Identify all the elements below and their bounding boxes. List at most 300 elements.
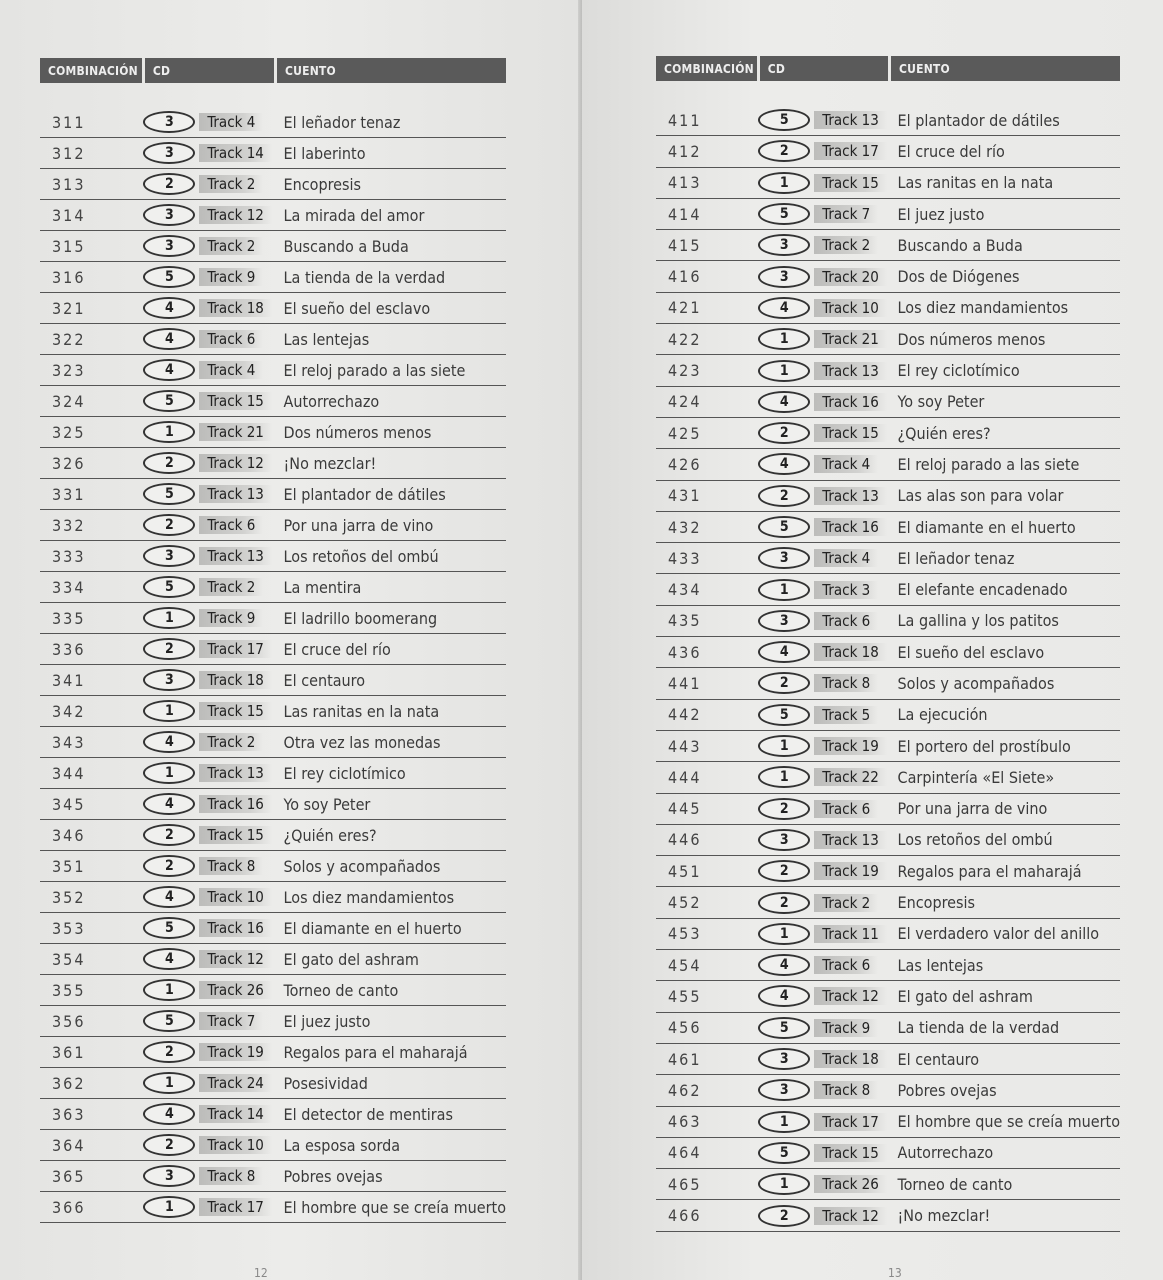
story-title-cell: La tienda de la verdad xyxy=(890,1012,1120,1043)
cd-track-group xyxy=(758,140,889,162)
cd-number-badge: 4 xyxy=(143,793,195,815)
story-title-cell: El rey ciclotímico xyxy=(276,758,506,789)
table-row xyxy=(40,1068,506,1099)
cd-cell xyxy=(143,417,275,448)
story-title-cell: El plantador de dátiles xyxy=(890,105,1120,136)
cd-number-badge: 2 xyxy=(143,1134,195,1156)
cd-number-badge: 1 xyxy=(758,172,810,194)
story-title-cell: El hombre que se creía muerto xyxy=(890,1106,1120,1137)
cd-track-group xyxy=(758,829,889,851)
combination-cell: 326 xyxy=(40,448,143,479)
cd-track-group xyxy=(758,579,889,601)
track-label: Track 13 xyxy=(199,764,272,782)
track-label: Track 2 xyxy=(199,578,263,596)
table-row xyxy=(656,511,1120,542)
cd-number-badge: 5 xyxy=(758,704,810,726)
table-row xyxy=(656,449,1120,480)
story-title-cell: Autorrechazo xyxy=(276,386,506,417)
combination-cell: 335 xyxy=(40,603,143,634)
cd-number-badge: 2 xyxy=(143,173,195,195)
table-spacer xyxy=(40,83,506,107)
cd-number-badge: 3 xyxy=(143,235,195,257)
cd-cell xyxy=(143,324,275,355)
cd-number-badge: 4 xyxy=(143,948,195,970)
table-row xyxy=(656,1200,1120,1231)
cd-cell xyxy=(758,699,889,730)
table-row xyxy=(656,543,1120,574)
cd-number-badge: 3 xyxy=(758,829,810,851)
story-title-cell: La ejecución xyxy=(890,699,1120,730)
table-row xyxy=(656,198,1120,229)
track-label: Track 17 xyxy=(199,640,272,658)
combination-cell: 456 xyxy=(656,1012,758,1043)
cd-cell xyxy=(143,448,275,479)
cd-cell xyxy=(758,668,889,699)
table-row xyxy=(656,856,1120,887)
combination-cell: 321 xyxy=(40,293,143,324)
cd-cell xyxy=(758,730,889,761)
combination-cell: 461 xyxy=(656,1043,758,1074)
table-row xyxy=(656,1106,1120,1137)
combination-cell: 452 xyxy=(656,887,758,918)
table-row xyxy=(40,169,506,200)
combination-cell: 411 xyxy=(656,105,758,136)
cd-cell xyxy=(143,200,275,231)
combination-cell: 424 xyxy=(656,386,758,417)
combination-cell: 341 xyxy=(40,665,143,696)
track-label: Track 22 xyxy=(814,768,887,786)
combination-cell: 464 xyxy=(656,1137,758,1168)
table-header xyxy=(656,56,1120,81)
cd-cell xyxy=(758,198,889,229)
combination-cell: 416 xyxy=(656,261,758,292)
track-label: Track 13 xyxy=(199,485,272,503)
combination-cell: 413 xyxy=(656,167,758,198)
track-label: Track 13 xyxy=(199,547,272,565)
cd-number-badge: 3 xyxy=(143,142,195,164)
story-title-cell: Otra vez las monedas xyxy=(276,727,506,758)
table-row xyxy=(40,448,506,479)
cd-number-badge: 3 xyxy=(143,204,195,226)
cd-track-group xyxy=(758,234,889,256)
combination-cell: 426 xyxy=(656,449,758,480)
table-row xyxy=(40,1161,506,1192)
cd-cell xyxy=(758,167,889,198)
cd-cell xyxy=(143,107,275,138)
story-title-cell: El ladrillo boomerang xyxy=(276,603,506,634)
cd-cell xyxy=(758,355,889,386)
story-title-cell: El rey ciclotímico xyxy=(890,355,1120,386)
story-title-cell: ¡No mezclar! xyxy=(890,1200,1120,1231)
story-title-cell: El diamante en el huerto xyxy=(276,913,506,944)
cd-number-badge: 1 xyxy=(758,328,810,350)
track-label: Track 19 xyxy=(814,862,887,880)
cd-track-group xyxy=(143,483,275,505)
table-row xyxy=(40,913,506,944)
cd-number-badge: 2 xyxy=(143,452,195,474)
table-row xyxy=(40,634,506,665)
cd-cell xyxy=(758,887,889,918)
cd-number-badge: 4 xyxy=(143,886,195,908)
story-title-cell: Pobres ovejas xyxy=(276,1161,506,1192)
cd-number-badge: 2 xyxy=(143,1041,195,1063)
track-label: Track 13 xyxy=(814,362,887,380)
track-label: Track 12 xyxy=(199,454,272,472)
cd-cell xyxy=(143,603,275,634)
combination-cell: 345 xyxy=(40,789,143,820)
cd-number-badge: 1 xyxy=(143,1196,195,1218)
cd-cell xyxy=(758,230,889,261)
cd-cell xyxy=(143,169,275,200)
combination-cell: 322 xyxy=(40,324,143,355)
cd-track-group xyxy=(758,328,889,350)
cd-track-group xyxy=(758,485,889,507)
cd-cell xyxy=(143,1130,275,1161)
table-row xyxy=(656,574,1120,605)
cd-cell xyxy=(758,105,889,136)
story-title-cell: Buscando a Buda xyxy=(276,231,506,262)
cd-track-group xyxy=(143,1041,275,1063)
combination-cell: 346 xyxy=(40,820,143,851)
story-title-cell: El gato del ashram xyxy=(890,981,1120,1012)
combination-cell: 314 xyxy=(40,200,143,231)
cd-track-group xyxy=(143,824,275,846)
cd-track-group xyxy=(143,452,275,474)
table-row xyxy=(40,386,506,417)
cd-cell xyxy=(758,1200,889,1231)
cd-cell xyxy=(143,572,275,603)
table-row xyxy=(656,824,1120,855)
combination-cell: 432 xyxy=(656,511,758,542)
combination-cell: 355 xyxy=(40,975,143,1006)
combination-cell: 441 xyxy=(656,668,758,699)
story-title-cell: Las lentejas xyxy=(276,324,506,355)
combination-cell: 311 xyxy=(40,107,143,138)
story-title-cell: Posesividad xyxy=(276,1068,506,1099)
story-title-cell: Dos de Diógenes xyxy=(890,261,1120,292)
cd-number-badge: 5 xyxy=(758,516,810,538)
cd-track-group xyxy=(143,266,275,288)
cd-cell xyxy=(758,918,889,949)
cd-track-group xyxy=(758,735,889,757)
table-row xyxy=(656,605,1120,636)
story-title-cell: El juez justo xyxy=(276,1006,506,1037)
cd-number-badge: 5 xyxy=(758,109,810,131)
cd-number-badge: 5 xyxy=(143,576,195,598)
cd-number-badge: 2 xyxy=(758,422,810,444)
combination-table-left xyxy=(40,58,506,1223)
track-label: Track 6 xyxy=(199,516,263,534)
story-title-cell: Regalos para el maharajá xyxy=(276,1037,506,1068)
cd-number-badge: 3 xyxy=(143,545,195,567)
page-number-right: 13 xyxy=(888,1266,902,1280)
combination-cell: 343 xyxy=(40,727,143,758)
cd-cell xyxy=(143,944,275,975)
table-row xyxy=(656,292,1120,323)
cd-track-group xyxy=(143,638,275,660)
table-row xyxy=(40,1037,506,1068)
table-row xyxy=(40,541,506,572)
cd-track-group xyxy=(758,297,889,319)
cd-cell xyxy=(143,758,275,789)
table-row xyxy=(40,696,506,727)
table-row xyxy=(40,882,506,913)
combination-cell: 364 xyxy=(40,1130,143,1161)
cd-number-badge: 3 xyxy=(143,669,195,691)
cd-number-badge: 5 xyxy=(143,266,195,288)
story-title-cell: El centauro xyxy=(276,665,506,696)
cd-number-badge: 1 xyxy=(143,700,195,722)
track-label: Track 8 xyxy=(814,1081,878,1099)
track-label: Track 12 xyxy=(199,950,272,968)
combination-cell: 436 xyxy=(656,637,758,668)
cd-track-group xyxy=(758,1205,889,1227)
cd-track-group xyxy=(758,704,889,726)
story-title-cell: Buscando a Buda xyxy=(890,230,1120,261)
table-row xyxy=(656,1169,1120,1200)
combination-cell: 451 xyxy=(656,856,758,887)
combination-cell: 442 xyxy=(656,699,758,730)
cd-track-group xyxy=(758,1111,889,1133)
cd-cell xyxy=(758,1012,889,1043)
cd-number-badge: 5 xyxy=(143,483,195,505)
story-title-cell: La esposa sorda xyxy=(276,1130,506,1161)
combination-cell: 315 xyxy=(40,231,143,262)
cd-track-group xyxy=(143,1196,275,1218)
cd-track-group xyxy=(143,576,275,598)
cd-cell xyxy=(758,543,889,574)
combination-cell: 334 xyxy=(40,572,143,603)
combination-cell: 362 xyxy=(40,1068,143,1099)
track-label: Track 16 xyxy=(814,393,887,411)
cd-number-badge: 4 xyxy=(143,297,195,319)
track-label: Track 2 xyxy=(814,236,878,254)
right-page xyxy=(582,0,1163,1280)
track-label: Track 12 xyxy=(814,987,887,1005)
cd-number-badge: 2 xyxy=(758,140,810,162)
table-row xyxy=(656,637,1120,668)
cd-number-badge: 2 xyxy=(143,514,195,536)
combination-cell: 465 xyxy=(656,1169,758,1200)
table-row xyxy=(40,944,506,975)
cd-cell xyxy=(758,637,889,668)
story-title-cell: Los retoños del ombú xyxy=(890,824,1120,855)
track-label: Track 16 xyxy=(199,919,272,937)
story-title-cell: Las alas son para volar xyxy=(890,480,1120,511)
story-title-cell: El plantador de dátiles xyxy=(276,479,506,510)
cd-number-badge: 3 xyxy=(758,1048,810,1070)
cd-track-group xyxy=(143,669,275,691)
story-title-cell: El gato del ashram xyxy=(276,944,506,975)
track-label: Track 14 xyxy=(199,1105,272,1123)
cd-cell xyxy=(143,851,275,882)
cd-track-group xyxy=(143,1072,275,1094)
table-row xyxy=(40,200,506,231)
table-row xyxy=(40,510,506,541)
cd-number-badge: 2 xyxy=(758,892,810,914)
left-page xyxy=(0,0,580,1280)
cd-number-badge: 1 xyxy=(758,766,810,788)
cd-track-group xyxy=(143,204,275,226)
table-row xyxy=(656,793,1120,824)
spacer-cell xyxy=(40,83,506,107)
table-row xyxy=(656,355,1120,386)
track-label: Track 6 xyxy=(814,612,878,630)
track-label: Track 6 xyxy=(814,800,878,818)
track-label: Track 26 xyxy=(814,1175,887,1193)
cd-track-group xyxy=(143,545,275,567)
track-label: Track 16 xyxy=(814,518,887,536)
combination-cell: 333 xyxy=(40,541,143,572)
track-label: Track 15 xyxy=(814,424,887,442)
cd-number-badge: 1 xyxy=(758,579,810,601)
track-label: Track 4 xyxy=(814,549,878,567)
story-title-cell: Encopresis xyxy=(276,169,506,200)
table-row xyxy=(40,355,506,386)
combination-cell: 342 xyxy=(40,696,143,727)
cd-track-group xyxy=(758,109,889,131)
track-label: Track 9 xyxy=(814,1019,878,1037)
cd-cell xyxy=(758,856,889,887)
cd-track-group xyxy=(758,391,889,413)
cd-track-group xyxy=(758,1173,889,1195)
cd-cell xyxy=(758,261,889,292)
story-title-cell: ¿Quién eres? xyxy=(276,820,506,851)
story-title-cell: El leñador tenaz xyxy=(890,543,1120,574)
cd-number-badge: 2 xyxy=(143,855,195,877)
cd-track-group xyxy=(758,360,889,382)
table-row xyxy=(40,572,506,603)
cd-cell xyxy=(143,820,275,851)
cd-number-badge: 4 xyxy=(758,954,810,976)
cd-cell xyxy=(143,665,275,696)
cd-track-group xyxy=(758,641,889,663)
cd-cell xyxy=(758,292,889,323)
combination-cell: 344 xyxy=(40,758,143,789)
combination-cell: 412 xyxy=(656,136,758,167)
story-title-cell: El leñador tenaz xyxy=(276,107,506,138)
combination-cell: 312 xyxy=(40,138,143,169)
page-number-left: 12 xyxy=(254,1266,268,1280)
combination-cell: 422 xyxy=(656,324,758,355)
table-row xyxy=(656,1075,1120,1106)
cd-number-badge: 5 xyxy=(143,1010,195,1032)
table-row xyxy=(656,1137,1120,1168)
table-row xyxy=(656,668,1120,699)
track-label: Track 15 xyxy=(199,826,272,844)
cd-number-badge: 5 xyxy=(143,917,195,939)
combination-cell: 336 xyxy=(40,634,143,665)
story-title-cell: Encopresis xyxy=(890,887,1120,918)
cd-track-group xyxy=(143,917,275,939)
combination-cell: 453 xyxy=(656,918,758,949)
cd-track-group xyxy=(758,1079,889,1101)
table-row xyxy=(656,167,1120,198)
table-row xyxy=(40,789,506,820)
combination-cell: 435 xyxy=(656,605,758,636)
cd-track-group xyxy=(758,860,889,882)
track-label: Track 13 xyxy=(814,487,887,505)
cd-number-badge: 2 xyxy=(758,672,810,694)
cd-cell xyxy=(758,605,889,636)
cd-number-badge: 1 xyxy=(143,421,195,443)
table-row xyxy=(40,262,506,293)
track-label: Track 4 xyxy=(814,455,878,473)
table-spacer xyxy=(656,81,1120,105)
story-title-cell: El centauro xyxy=(890,1043,1120,1074)
table-row xyxy=(40,603,506,634)
cd-cell xyxy=(143,1192,275,1223)
track-label: Track 24 xyxy=(199,1074,272,1092)
table-row xyxy=(656,261,1120,292)
table-row xyxy=(656,136,1120,167)
table-row xyxy=(656,887,1120,918)
cd-number-badge: 4 xyxy=(143,1103,195,1125)
cd-number-badge: 4 xyxy=(758,391,810,413)
track-label: Track 11 xyxy=(814,925,887,943)
track-label: Track 4 xyxy=(199,361,263,379)
track-label: Track 17 xyxy=(814,142,887,160)
combination-cell: 363 xyxy=(40,1099,143,1130)
table-row xyxy=(40,293,506,324)
cd-cell xyxy=(143,138,275,169)
track-label: Track 18 xyxy=(199,671,272,689)
story-title-cell: ¿Quién eres? xyxy=(890,417,1120,448)
cd-number-badge: 2 xyxy=(143,824,195,846)
table-row xyxy=(40,1099,506,1130)
cd-number-badge: 5 xyxy=(758,203,810,225)
cd-cell xyxy=(143,231,275,262)
combination-cell: 366 xyxy=(40,1192,143,1223)
cd-number-badge: 1 xyxy=(758,923,810,945)
table-row xyxy=(40,231,506,262)
table-row xyxy=(40,107,506,138)
table-row xyxy=(656,417,1120,448)
track-label: Track 9 xyxy=(199,609,263,627)
story-title-cell: La mentira xyxy=(276,572,506,603)
track-label: Track 18 xyxy=(814,1050,887,1068)
combination-cell: 425 xyxy=(656,417,758,448)
cd-track-group xyxy=(143,607,275,629)
cd-cell xyxy=(758,950,889,981)
track-label: Track 17 xyxy=(199,1198,272,1216)
cd-number-badge: 3 xyxy=(758,234,810,256)
cd-track-group xyxy=(143,111,275,133)
header-cuento: CUENTO xyxy=(276,58,506,83)
cd-number-badge: 4 xyxy=(758,641,810,663)
track-label: Track 10 xyxy=(199,888,272,906)
combination-cell: 324 xyxy=(40,386,143,417)
cd-track-group xyxy=(758,610,889,632)
cd-track-group xyxy=(758,172,889,194)
combination-cell: 445 xyxy=(656,793,758,824)
cd-number-badge: 1 xyxy=(758,360,810,382)
cd-track-group xyxy=(143,700,275,722)
combination-cell: 353 xyxy=(40,913,143,944)
combination-cell: 421 xyxy=(656,292,758,323)
combination-cell: 414 xyxy=(656,198,758,229)
combination-cell: 361 xyxy=(40,1037,143,1068)
cd-cell xyxy=(758,324,889,355)
story-title-cell: Dos números menos xyxy=(890,324,1120,355)
cd-number-badge: 3 xyxy=(758,266,810,288)
story-title-cell: Yo soy Peter xyxy=(276,789,506,820)
cd-cell xyxy=(758,386,889,417)
cd-number-badge: 4 xyxy=(143,328,195,350)
cd-cell xyxy=(143,293,275,324)
cd-track-group xyxy=(143,979,275,1001)
cd-cell xyxy=(758,1137,889,1168)
